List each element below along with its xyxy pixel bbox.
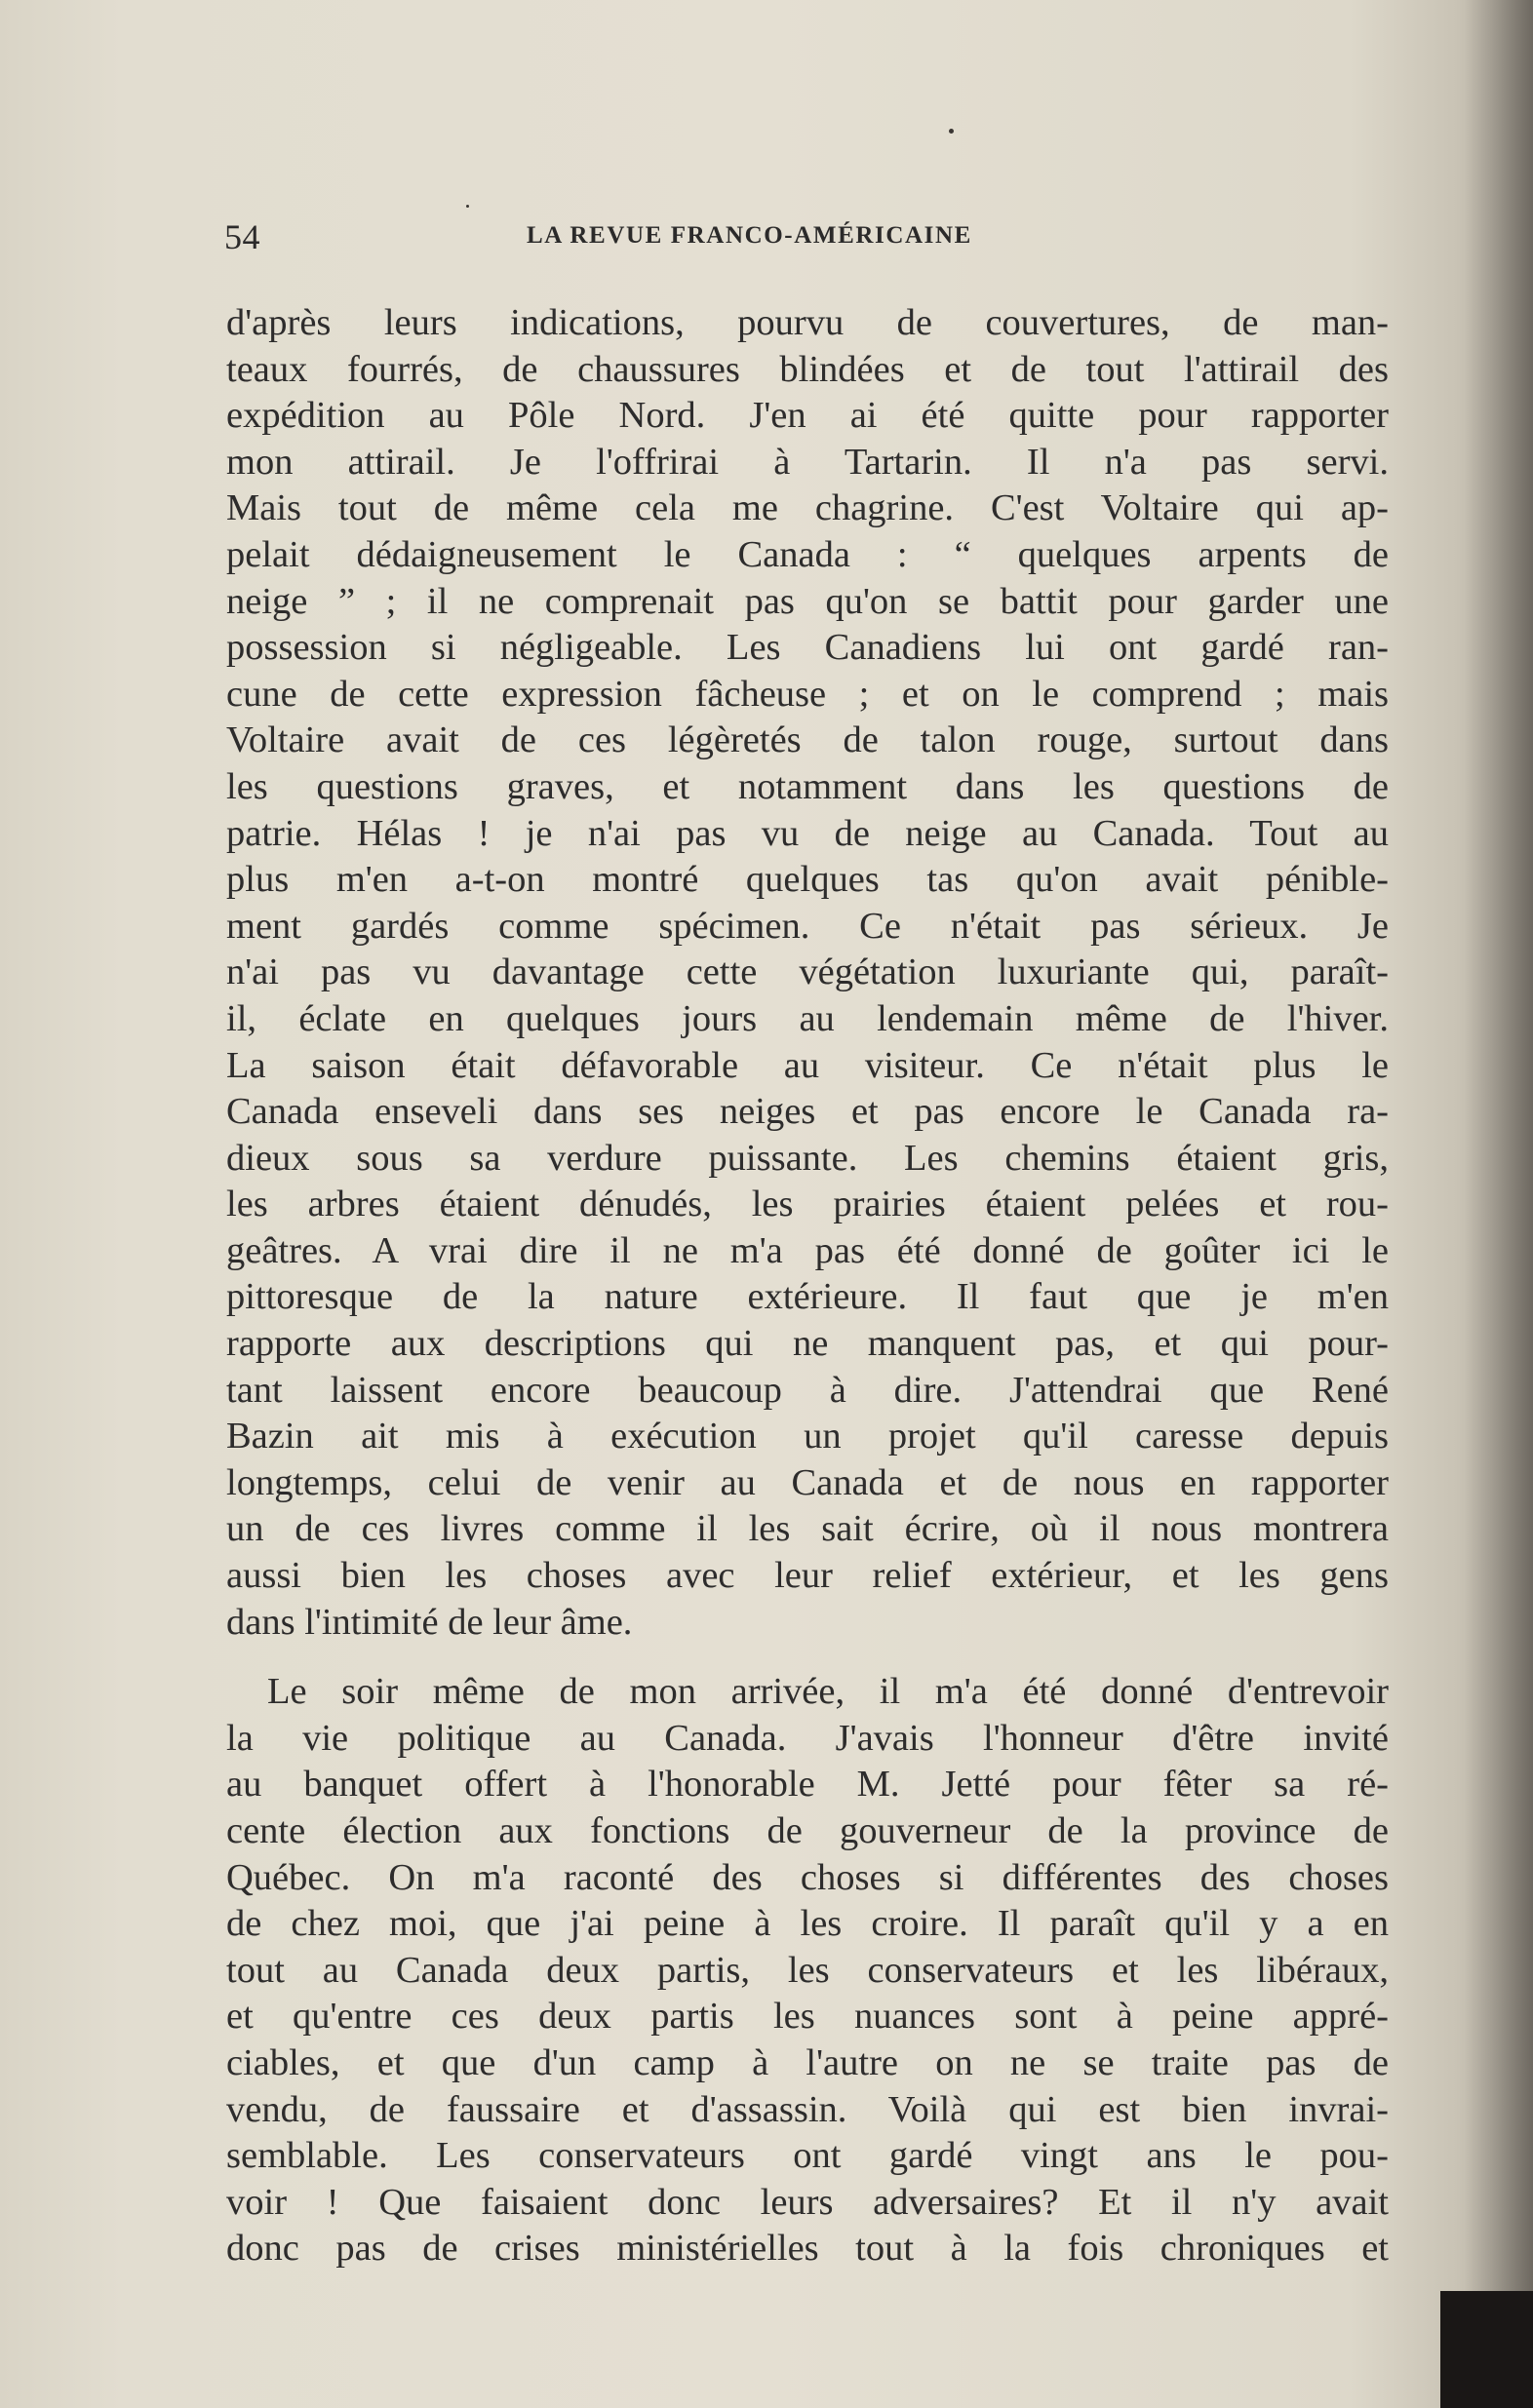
text-line: teaux fourrés, de chaussures blindées et de tout l'attirail des (226, 348, 1389, 390)
text-line: tant laissent encore beaucoup à dire. J'attendrai que René (226, 1369, 1389, 1411)
text-line: rapporte aux descriptions qui ne manquent pas, et qui pour- (226, 1323, 1389, 1365)
paragraph-gap (226, 1646, 1389, 1669)
text-line: au banquet offert à l'honorable M. Jetté pour fêter sa ré- (226, 1764, 1389, 1806)
text-line: il, éclate en quelques jours au lendemain même de l'hiver. (226, 997, 1389, 1039)
text-line: ciables, et que d'un camp à l'autre on ne se traite pas de (226, 2041, 1389, 2083)
scan-background-corner (1440, 2291, 1533, 2408)
text-line: les arbres étaient dénudés, les prairies étaient pelées et rou- (226, 1184, 1389, 1225)
running-title: LA REVUE FRANCO-AMÉRICAINE (527, 222, 972, 249)
page-number: 54 (224, 217, 260, 256)
text-line: Québec. On m'a raconté des choses si différentes des choses (226, 1856, 1389, 1898)
text-line: longtemps, celui de venir au Canada et de nous en rapporter (226, 1461, 1389, 1503)
text-line: de chez moi, que j'ai peine à les croire. Il paraît qu'il y a en (226, 1903, 1389, 1945)
text-line: plus m'en a-t-on montré quelques tas qu'on avait pénible- (226, 859, 1389, 901)
gutter-shadow (1465, 0, 1533, 2408)
text-line: possession si négligeable. Les Canadiens lui ont gardé ran- (226, 627, 1389, 669)
text-line: voir ! Que faisaient donc leurs adversaires? Et il n'y avait (226, 2181, 1389, 2223)
text-line: un de ces livres comme il les sait écrire, où il nous montrera (226, 1508, 1389, 1550)
text-line: Canada enseveli dans ses neiges et pas encore le Canada ra- (226, 1091, 1389, 1133)
text-line: dans l'intimité de leur âme. (226, 1601, 633, 1643)
text-line: cente élection aux fonctions de gouverneur de la province de (226, 1810, 1389, 1851)
text-line: pittoresque de la nature extérieure. Il faut que je m'en (226, 1276, 1389, 1318)
text-line: tout au Canada deux partis, les conservateurs et les libéraux, (226, 1949, 1389, 1991)
text-line: expédition au Pôle Nord. J'en ai été quitte pour rapporter (226, 395, 1389, 437)
text-line: Bazin ait mis à exécution un projet qu'il caresse depuis (226, 1416, 1389, 1457)
paragraph (226, 1669, 1389, 2272)
text-line: Le soir même de mon arrivée, il m'a été donné d'entrevoir (267, 1671, 1389, 1713)
text-line: n'ai pas vu davantage cette végétation luxuriante qui, paraît- (226, 952, 1389, 993)
text-line: aussi bien les choses avec leur relief extérieur, et les gens (226, 1555, 1389, 1597)
text-line: semblable. Les conservateurs ont gardé vingt ans le pou- (226, 2135, 1389, 2177)
text-line: la vie politique au Canada. J'avais l'honneur d'être invité (226, 1717, 1389, 1759)
text-line: La saison était défavorable au visiteur. Ce n'était plus le (226, 1044, 1389, 1086)
text-line: cune de cette expression fâcheuse ; et on le comprend ; mais (226, 673, 1389, 715)
text-line: patrie. Hélas ! je n'ai pas vu de neige au Canada. Tout au (226, 812, 1389, 854)
ink-speck (466, 205, 469, 208)
text-line: mon attirail. Je l'offrirai à Tartarin. Il n'a pas servi. (226, 441, 1389, 483)
text-line: d'après leurs indications, pourvu de couvertures, de man- (226, 302, 1389, 343)
text-line: vendu, de faussaire et d'assassin. Voilà qui est bien invrai- (226, 2088, 1389, 2130)
ink-speck (949, 129, 954, 134)
text-line: les questions graves, et notamment dans les questions de (226, 765, 1389, 807)
text-line: dieux sous sa verdure puissante. Les chemins étaient gris, (226, 1137, 1389, 1179)
text-line: et qu'entre ces deux partis les nuances sont à peine appré- (226, 1996, 1389, 2038)
page-header (224, 213, 1092, 263)
body-text (226, 300, 1389, 2272)
text-line: ment gardés comme spécimen. Ce n'était pas sérieux. Je (226, 905, 1389, 947)
text-line: geâtres. A vrai dire il ne m'a pas été donné de goûter ici le (226, 1229, 1389, 1271)
text-line: neige ” ; il ne comprenait pas qu'on se battit pour garder une (226, 580, 1389, 622)
text-line: donc pas de crises ministérielles tout à la fois chroniques et (226, 2228, 1389, 2270)
paragraph (226, 300, 1389, 1646)
text-line: pelait dédaigneusement le Canada : “ quelques arpents de (226, 533, 1389, 575)
text-line: Voltaire avait de ces légèretés de talon rouge, surtout dans (226, 719, 1389, 761)
text-line: Mais tout de même cela me chagrine. C'est Voltaire qui ap- (226, 487, 1389, 529)
